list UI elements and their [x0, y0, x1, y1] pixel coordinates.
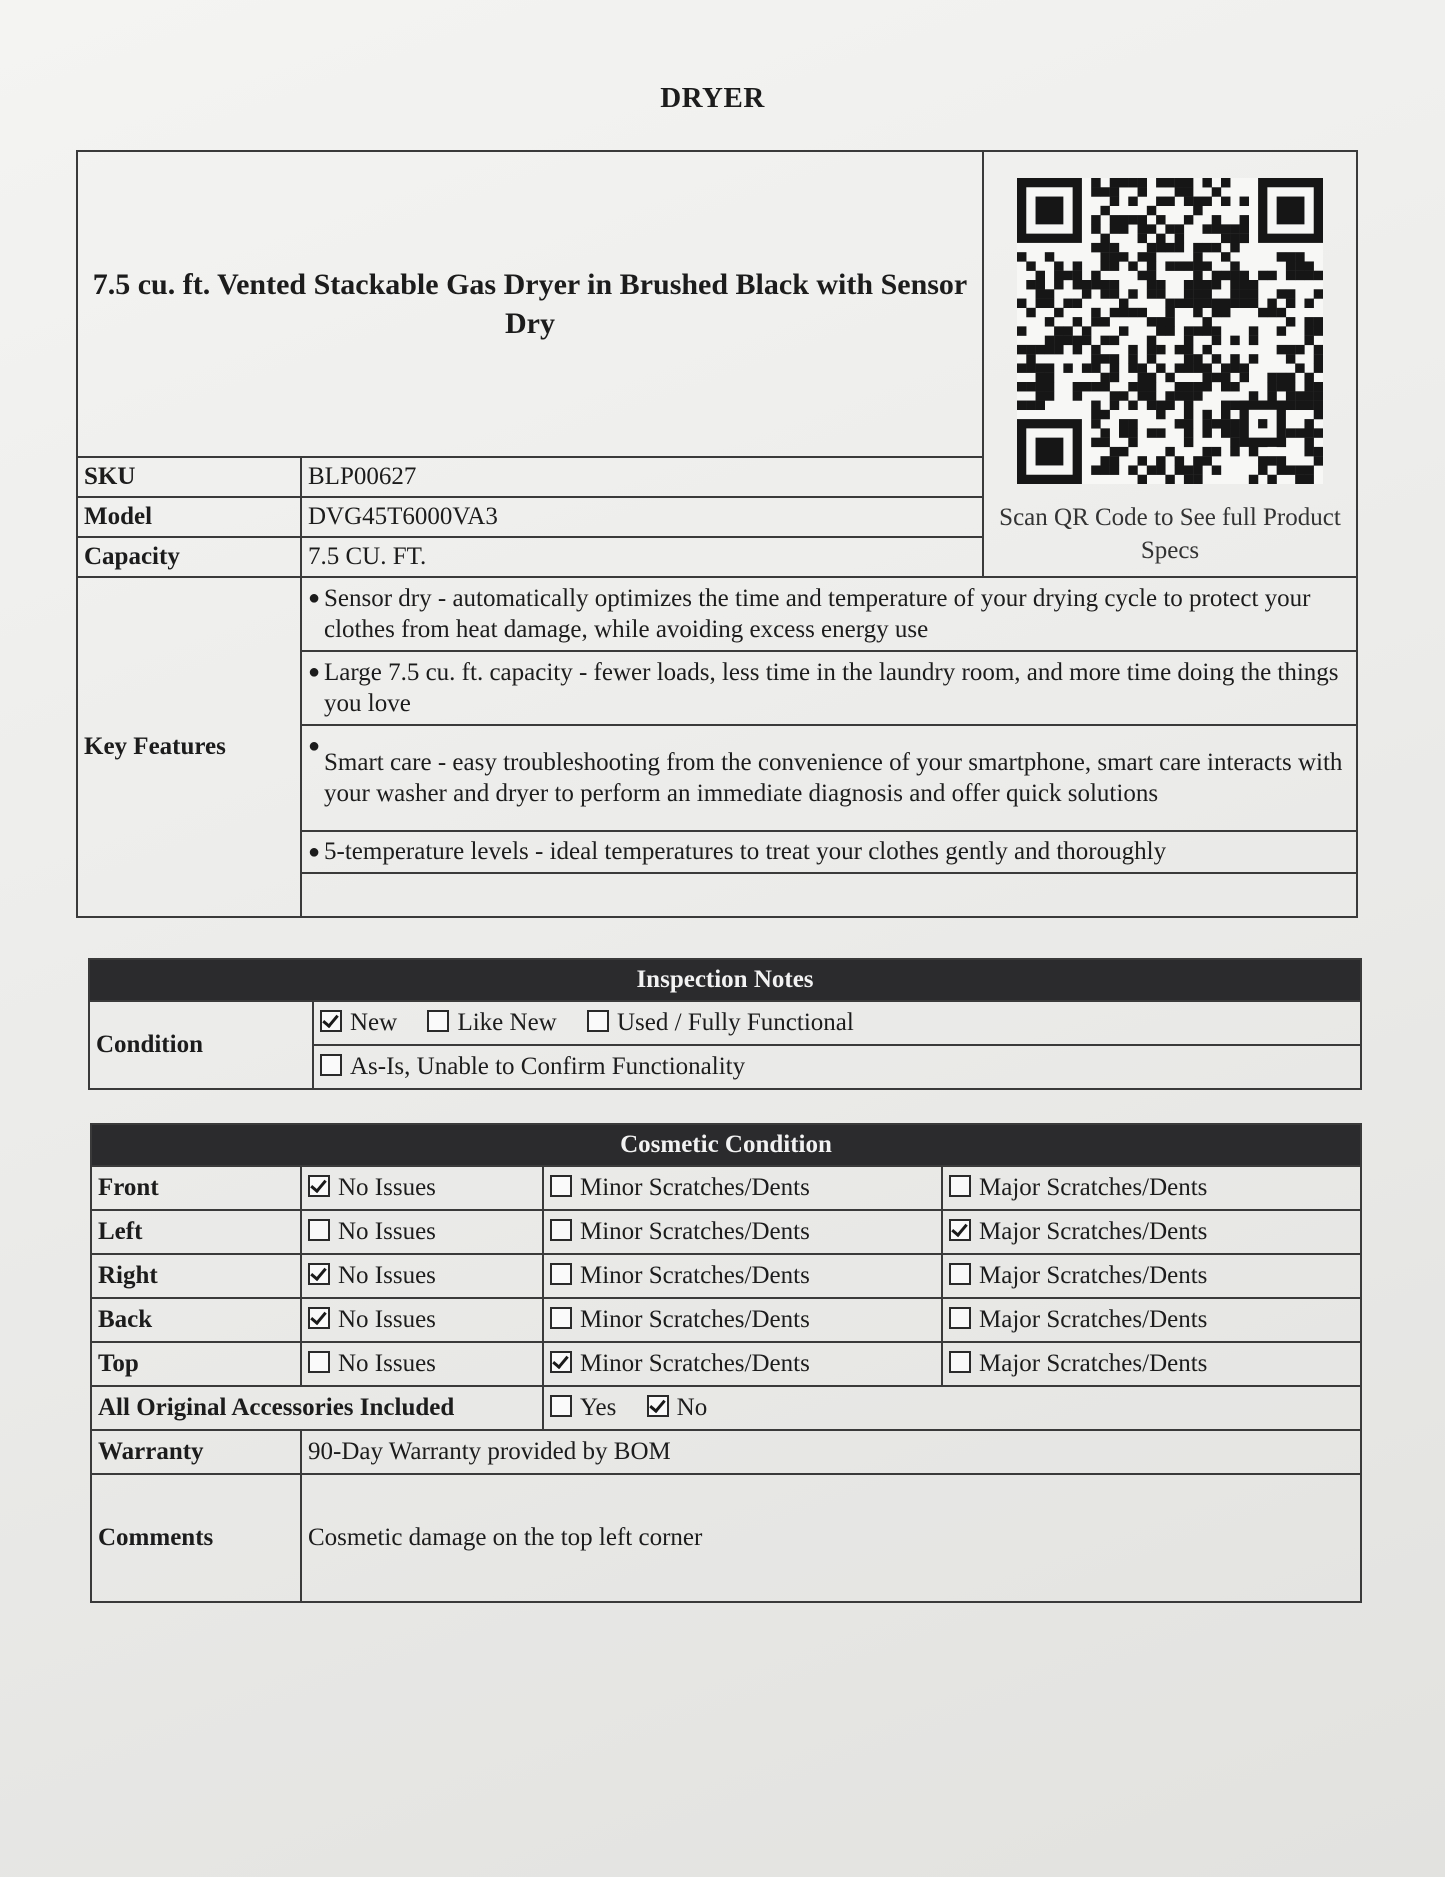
option-label: No Issues	[338, 1174, 436, 1202]
row-label: Top	[98, 1350, 139, 1378]
option-label: Major Scratches/Dents	[979, 1218, 1208, 1246]
qr-caption: Scan QR Code to See full Product Specs	[999, 504, 1341, 564]
cosmetic-header: Cosmetic Condition	[91, 1124, 1361, 1166]
cosmetic-table	[90, 1123, 1362, 1603]
option-label: Major Scratches/Dents	[979, 1306, 1208, 1334]
option-label: Like New	[457, 1009, 557, 1037]
checkbox-icon[interactable]	[949, 1175, 971, 1197]
page-title: DRYER	[660, 82, 765, 114]
bullet-icon: ●	[308, 841, 321, 863]
side-label	[91, 1342, 301, 1386]
model-label: Model	[77, 497, 301, 537]
option-label: No	[676, 1394, 708, 1422]
checkbox-icon[interactable]	[550, 1351, 572, 1373]
checkbox-icon[interactable]	[550, 1307, 572, 1329]
no-issues-option[interactable]	[301, 1166, 543, 1210]
option-label: Minor Scratches/Dents	[580, 1350, 810, 1378]
condition-label: Condition	[89, 1001, 313, 1089]
capacity-label: Capacity	[77, 537, 301, 577]
checkbox-icon[interactable]	[308, 1307, 330, 1329]
checkbox-icon[interactable]	[427, 1010, 449, 1032]
major-option[interactable]	[942, 1254, 1361, 1298]
checkbox-icon[interactable]	[949, 1263, 971, 1285]
major-option[interactable]	[942, 1342, 1361, 1386]
feature-text: Large 7.5 cu. ft. capacity - fewer loads, less time in the laundry room, and more time doing the things you love	[324, 658, 1339, 717]
option-label: Major Scratches/Dents	[979, 1174, 1208, 1202]
sku-label: SKU	[77, 457, 301, 497]
option-label: Minor Scratches/Dents	[580, 1262, 810, 1290]
minor-option[interactable]	[543, 1254, 942, 1298]
option-as-is[interactable]	[320, 1053, 745, 1080]
product-name: 7.5 cu. ft. Vented Stackable Gas Dryer in Brushed Black with Sensor Dry	[77, 151, 983, 457]
option-used[interactable]	[587, 1009, 854, 1036]
sku-value: BLP00627	[301, 457, 983, 497]
inspection-header: Inspection Notes	[89, 959, 1361, 1001]
product-table	[76, 150, 1358, 918]
key-features-label: Key Features	[77, 577, 301, 917]
no-issues-option[interactable]	[301, 1342, 543, 1386]
feature-text: Sensor dry - automatically optimizes the time and temperature of your drying cycle to protect your clothes from heat damage, while avoiding excess energy use	[324, 584, 1311, 643]
minor-option[interactable]	[543, 1298, 942, 1342]
option-label: Yes	[580, 1394, 617, 1422]
option-like-new[interactable]	[427, 1009, 556, 1036]
checkbox-icon[interactable]	[949, 1307, 971, 1329]
option-label: Major Scratches/Dents	[979, 1350, 1208, 1378]
bullet-icon: ●	[308, 661, 321, 683]
row-label: Back	[98, 1306, 153, 1334]
model-value: DVG45T6000VA3	[301, 497, 983, 537]
cosmetic-row	[91, 1166, 1361, 1210]
side-label	[91, 1210, 301, 1254]
checkbox-icon[interactable]	[550, 1395, 572, 1417]
side-label	[91, 1166, 301, 1210]
side-label	[91, 1298, 301, 1342]
accessories-options	[543, 1386, 1361, 1430]
no-issues-option[interactable]	[301, 1298, 543, 1342]
minor-option[interactable]	[543, 1166, 942, 1210]
checkbox-icon[interactable]	[587, 1010, 609, 1032]
row-label: Right	[98, 1262, 158, 1290]
feature-text: 5-temperature levels - ideal temperatures to treat your clothes gently and thoroughly	[324, 838, 1167, 866]
checkbox-icon[interactable]	[550, 1175, 572, 1197]
minor-option[interactable]	[543, 1210, 942, 1254]
option-label: No Issues	[338, 1306, 436, 1334]
major-option[interactable]	[942, 1210, 1361, 1254]
condition-options-row	[313, 1001, 1361, 1045]
no-issues-option[interactable]	[301, 1254, 543, 1298]
feature-item	[301, 725, 1357, 831]
option-label: No Issues	[338, 1218, 436, 1246]
accessories-label: All Original Accessories Included	[91, 1386, 543, 1430]
feature-item	[301, 831, 1357, 873]
inspection-table	[88, 958, 1362, 1090]
accessories-yes[interactable]	[550, 1394, 616, 1421]
feature-item	[301, 651, 1357, 725]
comments-label: Comments	[91, 1474, 301, 1602]
checkbox-icon[interactable]	[308, 1175, 330, 1197]
option-label: Minor Scratches/Dents	[580, 1218, 810, 1246]
cosmetic-row	[91, 1342, 1361, 1386]
major-option[interactable]	[942, 1298, 1361, 1342]
cosmetic-row	[91, 1298, 1361, 1342]
no-issues-option[interactable]	[301, 1210, 543, 1254]
accessories-no[interactable]	[647, 1394, 708, 1421]
cosmetic-row	[91, 1210, 1361, 1254]
option-new[interactable]	[320, 1009, 397, 1036]
cosmetic-row	[91, 1254, 1361, 1298]
condition-options-row	[313, 1045, 1361, 1089]
bullet-icon: ●	[308, 735, 321, 757]
option-label: No Issues	[338, 1350, 436, 1378]
side-label	[91, 1254, 301, 1298]
qr-cell	[983, 151, 1357, 577]
row-label: Front	[98, 1174, 159, 1202]
checkbox-icon[interactable]	[308, 1219, 330, 1241]
checkbox-icon[interactable]	[550, 1219, 572, 1241]
checkbox-icon[interactable]	[320, 1054, 342, 1076]
qr-code-icon[interactable]	[1017, 178, 1323, 484]
checkbox-icon[interactable]	[949, 1351, 971, 1373]
comments-value: Cosmetic damage on the top left corner	[301, 1474, 1361, 1602]
option-label: Used / Fully Functional	[617, 1009, 854, 1037]
checkbox-icon[interactable]	[550, 1263, 572, 1285]
option-label: New	[350, 1009, 398, 1037]
major-option[interactable]	[942, 1166, 1361, 1210]
option-label: Major Scratches/Dents	[979, 1262, 1208, 1290]
checkbox-icon[interactable]	[647, 1395, 669, 1417]
feature-item-empty	[301, 873, 1357, 917]
option-label: Minor Scratches/Dents	[580, 1174, 810, 1202]
option-label: As-Is, Unable to Confirm Functionality	[350, 1053, 746, 1081]
minor-option[interactable]	[543, 1342, 942, 1386]
checkbox-icon[interactable]	[308, 1351, 330, 1373]
checkbox-icon[interactable]	[949, 1219, 971, 1241]
capacity-value: 7.5 CU. FT.	[301, 537, 983, 577]
feature-item	[301, 577, 1357, 651]
row-label: Left	[98, 1218, 143, 1246]
warranty-value: 90-Day Warranty provided by BOM	[301, 1430, 1361, 1474]
feature-text: Smart care - easy troubleshooting from the convenience of your smartphone, smart care interacts with your washer and dryer to perform an immediate diagnosis and offer quick solutions	[324, 748, 1343, 807]
bullet-icon: ●	[308, 587, 321, 609]
option-label: No Issues	[338, 1262, 436, 1290]
checkbox-icon[interactable]	[308, 1263, 330, 1285]
checkbox-icon[interactable]	[320, 1010, 342, 1032]
warranty-label: Warranty	[91, 1430, 301, 1474]
option-label: Minor Scratches/Dents	[580, 1306, 810, 1334]
